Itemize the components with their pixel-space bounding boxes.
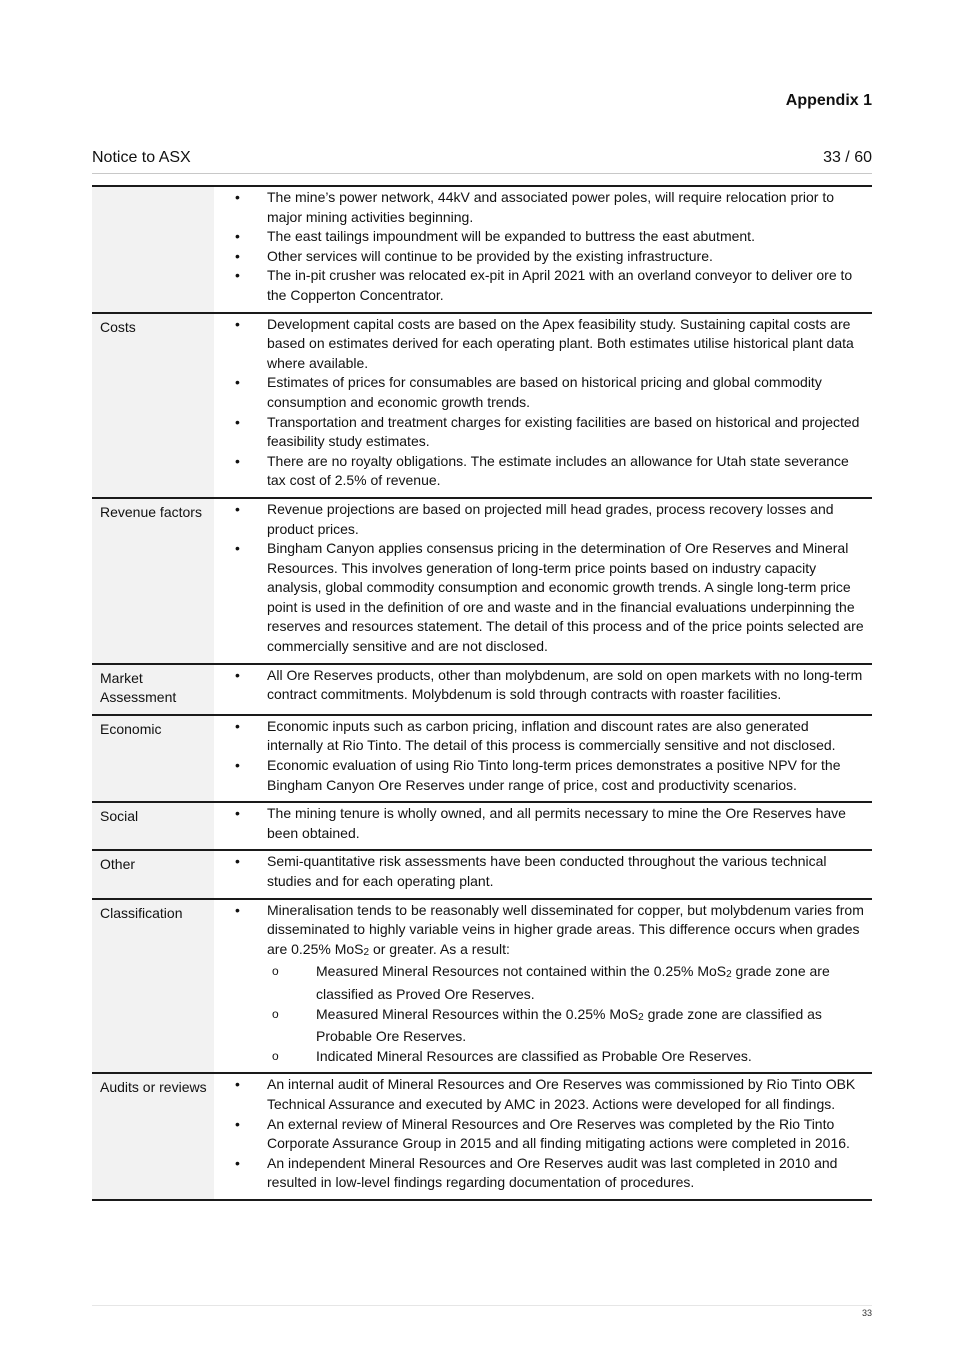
footer-page-number: 33: [861, 1308, 872, 1318]
bullet-item: • Bingham Canyon applies consensus pricing in the determination of Ore Reserves and Mineral Resources. This involves generation of long-term price points based on industry capacity analysis, global commodity consumption and economic growth trends. A single long-term price point is used in the definition of ore and waste and in the financial evaluations underpinning the reserves and resources statement. The detail of this process and of the price points selected are commercially sensitive and are not disclosed.: [230, 539, 864, 657]
row-content: [214, 664, 872, 715]
bullet-item: • An external review of Mineral Resources and Ore Reserves was completed by the Rio Tinto Corporate Assurance Group in 2015 and all finding mitigating actions were completed in 2016.: [230, 1115, 864, 1154]
row-label-revenue-factors: Revenue factors: [92, 498, 214, 664]
bullet-item: • There are no royalty obligations. The estimate includes an allowance for Utah state severance tax cost of 2.5% of revenue.: [230, 452, 864, 491]
sub-bullet-marker: o: [272, 1006, 279, 1021]
row-content: [214, 1073, 872, 1200]
table-row-market-assessment: [92, 664, 872, 715]
sub-bullet-text-a: Measured Mineral Resources not contained within the 0.25% MoS: [316, 963, 727, 980]
bullet-list: [230, 1075, 864, 1193]
bullet-item: • The east tailings impoundment will be expanded to buttress the east abutment.: [230, 227, 864, 247]
sub-bullet-text: Indicated Mineral Resources are classified as Probable Ore Reserves.: [316, 1047, 752, 1064]
classification-intro-text: Mineralisation tends to be reasonably well disseminated for copper, but molybdenum varies from disseminated to highly variable veins in higher grade areas. This difference occurs when grades are 0.25% MoS: [267, 901, 864, 957]
bullet-item: [230, 901, 864, 1067]
bullet-item: • Other services will continue to be provided by the existing infrastructure.: [230, 247, 864, 267]
page-indicator: 33 / 60: [823, 149, 872, 166]
table-row-audits-or-reviews: [92, 1073, 872, 1200]
sub-bullet-text: [316, 962, 864, 1004]
table-row-classification: [92, 899, 872, 1074]
row-content: [214, 899, 872, 1074]
bullet-item: • Estimates of prices for consumables are based on historical pricing and global commodity consumption and economic growth trends.: [230, 373, 864, 412]
bullet-item: • The mine’s power network, 44kV and associated power poles, will require relocation prior to major mining activities beginning.: [230, 188, 864, 227]
bullet-list: [230, 804, 864, 843]
sub-bullet-item: [267, 1005, 864, 1047]
table-row-costs: [92, 313, 872, 498]
bullet-list: [230, 901, 864, 1067]
row-label-social: Social: [92, 802, 214, 850]
sub-bullet-marker: o: [272, 964, 279, 979]
sub-bullet-text-b: grade zone are classified as Proved Ore Reserves.: [316, 963, 830, 1002]
bullet-list: [230, 717, 864, 795]
document-title: Notice to ASX: [92, 149, 191, 166]
sub-bullet-list: [267, 962, 864, 1066]
bullet-item: • Revenue projections are based on projected mill head grades, process recovery losses and product prices.: [230, 500, 864, 539]
sub-bullet-text: [316, 1005, 864, 1047]
subscript-2: 2: [363, 946, 370, 958]
table-row-social: [92, 802, 872, 850]
sub-bullet-text-b: grade zone are classified as Probable Ore Reserves.: [316, 1005, 822, 1045]
bullet-item: • Transportation and treatment charges for existing facilities are based on historical and projected feasibility study estimates.: [230, 413, 864, 452]
sub-bullet-item: [267, 962, 864, 1004]
row-label-classification: Classification: [92, 899, 214, 1074]
row-label-empty: [92, 186, 214, 313]
ore-reserves-criteria-table: [92, 185, 872, 1201]
table-row-revenue-factors: [92, 498, 872, 664]
row-label-other: Other: [92, 850, 214, 898]
appendix-label: Appendix 1: [785, 92, 872, 109]
bullet-item: • The in-pit crusher was relocated ex-pit in April 2021 with an overland conveyor to deliver ore to the Copperton Concentrator.: [230, 266, 864, 305]
row-label-costs: Costs: [92, 313, 214, 498]
table-row-economic: [92, 715, 872, 802]
bullet-item: • An independent Mineral Resources and Ore Reserves audit was last completed in 2010 and resulted in low-level findings regarding documentation of procedures.: [230, 1154, 864, 1193]
bullet-list: [230, 852, 864, 891]
bullet-item: • Economic evaluation of using Rio Tinto long-term prices demonstrates a positive NPV for the Bingham Canyon Ore Reserves under range of price, cost and productivity scenarios.: [230, 756, 864, 795]
table-row-infrastructure-continued: [92, 186, 872, 313]
footer-divider: [92, 1305, 872, 1306]
bullet-item: • Development capital costs are based on the Apex feasibility study. Sustaining capital costs are based on estimates derived for each operating plant. Both estimates utilise historical plant data where available.: [230, 315, 864, 374]
sub-bullet-marker: o: [272, 1048, 279, 1063]
bullet-list: [230, 666, 864, 705]
header-divider: [92, 173, 872, 174]
bullet-list: [230, 188, 864, 306]
bullet-item: • The mining tenure is wholly owned, and all permits necessary to mine the Ore Reserves have been obtained.: [230, 804, 864, 843]
sub-bullet-item: [267, 1047, 864, 1067]
subscript-2: 2: [638, 1011, 644, 1023]
bullet-item: • An internal audit of Mineral Resources and Ore Reserves was commissioned by Rio Tinto OBK Technical Assurance and executed by AMC in 2023. Actions were developed for all findings.: [230, 1075, 864, 1114]
bullet-item: • All Ore Reserves products, other than molybdenum, are sold on open markets with no long-term contract commitments. Molybdenum is sold through contracts with roaster facilities.: [230, 666, 864, 705]
row-content: [214, 186, 872, 313]
classification-intro-text-end: or greater. As a result:: [369, 940, 510, 957]
bullet-list: [230, 500, 864, 657]
bullet-item: • Economic inputs such as carbon pricing, inflation and discount rates are also generated internally at Rio Tinto. The detail of this process is commercially sensitive and not disclosed.: [230, 717, 864, 756]
row-content: [214, 498, 872, 664]
row-label-audits-or-reviews: Audits or reviews: [92, 1073, 214, 1200]
row-content: [214, 802, 872, 850]
subscript-2: 2: [726, 969, 732, 981]
bullet-list: [230, 315, 864, 491]
table-row-other: [92, 850, 872, 898]
row-content: [214, 313, 872, 498]
row-label-economic: Economic: [92, 715, 214, 802]
row-content: [214, 715, 872, 802]
sub-bullet-text-a: Measured Mineral Resources within the 0.25% MoS: [316, 1005, 639, 1022]
row-label-market-assessment: Market Assessment: [92, 664, 214, 715]
bullet-item: • Semi-quantitative risk assessments have been conducted throughout the various technical studies and for each operating plant.: [230, 852, 864, 891]
row-content: [214, 850, 872, 898]
